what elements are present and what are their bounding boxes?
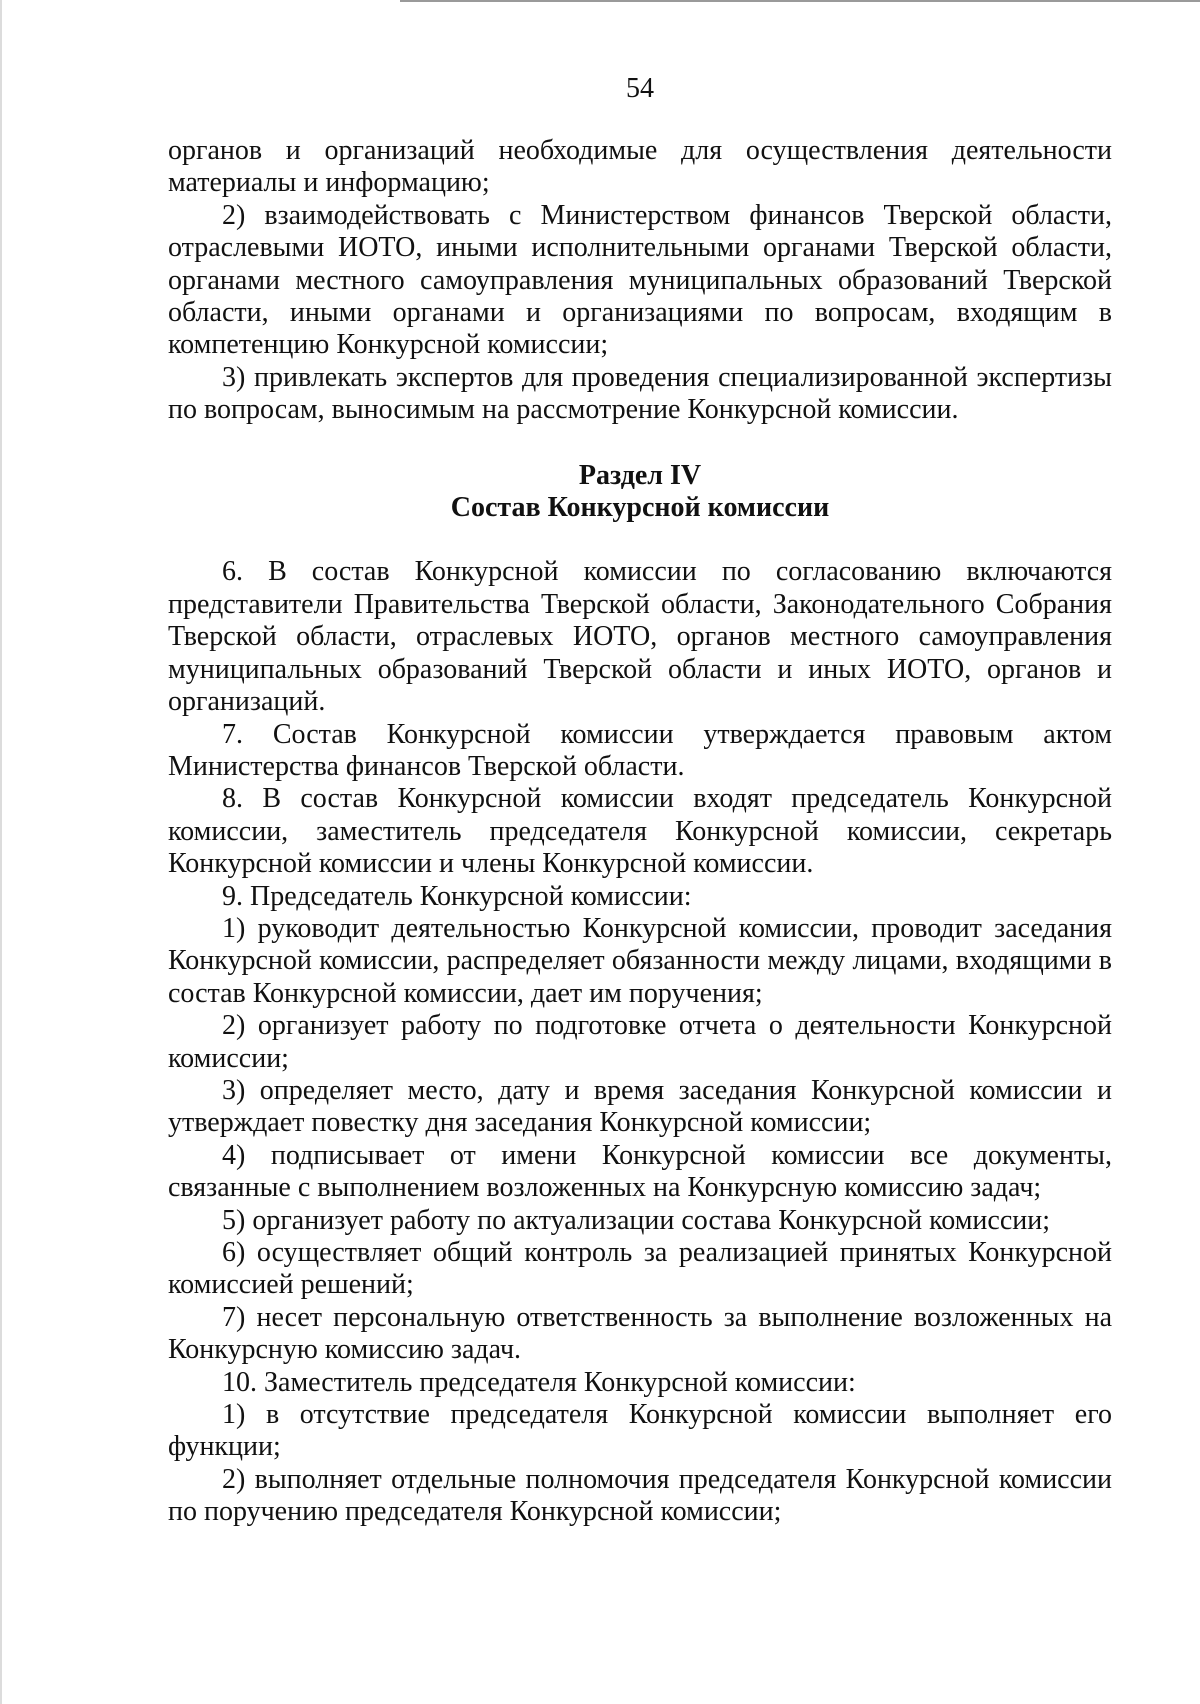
paragraph-8: 8. В состав Конкурсной комиссии входят председатель Конкурсной комиссии, заместитель председателя Конкурсной комиссии, секретарь Конкурсной комиссии и члены Конкурсной комиссии.	[168, 783, 1112, 880]
paragraph-9-item-1: 1) руководит деятельностью Конкурсной комиссии, проводит заседания Конкурсной комиссии, распределяет обязанности между лицами, входящими в состав Конкурсной комиссии, дает им поручения;	[168, 912, 1112, 1009]
paragraph-9: 9. Председатель Конкурсной комиссии:	[222, 880, 692, 912]
paragraph-7: 7. Состав Конкурсной комиссии утверждается правовым актом Министерства финансов Тверской области.	[168, 718, 1112, 782]
intro-paragraph-continued: органов и организаций необходимые для осуществления деятельности материалы и информацию;	[168, 135, 1112, 199]
page-number: 54	[626, 73, 654, 104]
paragraph-9-item-2: 2) организует работу по подготовке отчета о деятельности Конкурсной комиссии;	[168, 1010, 1112, 1074]
section-number: Раздел IV	[578, 459, 702, 491]
scan-top-edge	[400, 0, 1200, 2]
scan-left-edge	[0, 0, 2, 1704]
paragraph-9-item-3: 3) определяет место, дату и время заседания Конкурсной комиссии и утверждает повестку дня заседания Конкурсной комиссии;	[168, 1074, 1112, 1139]
paragraph-10-item-1: 1) в отсутствие председателя Конкурсной комиссии выполняет его функции;	[168, 1399, 1112, 1463]
paragraph-9-item-4: 4) подписывает от имени Конкурсной комиссии все документы, связанные с выполнением возложенных на Конкурсную комиссию задач;	[168, 1139, 1112, 1204]
intro-item-2: 2) взаимодействовать с Министерством финансов Тверской области, отраслевыми ИОТО, иными исполнительными органами Тверской области, органами местного самоуправления муниципальных образований Тверской области, иными органами и организациями по вопросам, входящим в компетенцию Конкурсной комиссии;	[168, 199, 1112, 361]
paragraph-9-item-6: 6) осуществляет общий контроль за реализацией принятых Конкурсной комиссией решений;	[168, 1237, 1112, 1301]
paragraph-10-item-2: 2) выполняет отдельные полномочия председателя Конкурсной комиссии по поручению председателя Конкурсной комиссии;	[168, 1463, 1112, 1528]
paragraph-10: 10. Заместитель председателя Конкурсной комиссии:	[222, 1366, 856, 1398]
paragraph-9-item-7: 7) несет персональную ответственность за выполнение возложенных на Конкурсную комиссию задач.	[168, 1301, 1112, 1366]
section-title: Состав Конкурсной комиссии	[450, 492, 830, 524]
paragraph-6: 6. В состав Конкурсной комиссии по согласованию включаются представители Правительства Тверской области, Законодательного Собрания Тверской области, отраслевых ИОТО, органов местного самоуправления муниципальных образований Тверской области и иных ИОТО, органов и организаций.	[168, 556, 1112, 718]
spacer	[168, 427, 1112, 460]
intro-item-3: 3) привлекать экспертов для проведения специализированной экспертизы по вопросам, выносимым на рассмотрение Конкурсной комиссии.	[168, 361, 1112, 426]
paragraph-9-item-5: 5) организует работу по актуализации состава Конкурсной комиссии;	[222, 1204, 1051, 1236]
spacer	[168, 524, 1112, 556]
document-body	[168, 135, 1112, 1529]
